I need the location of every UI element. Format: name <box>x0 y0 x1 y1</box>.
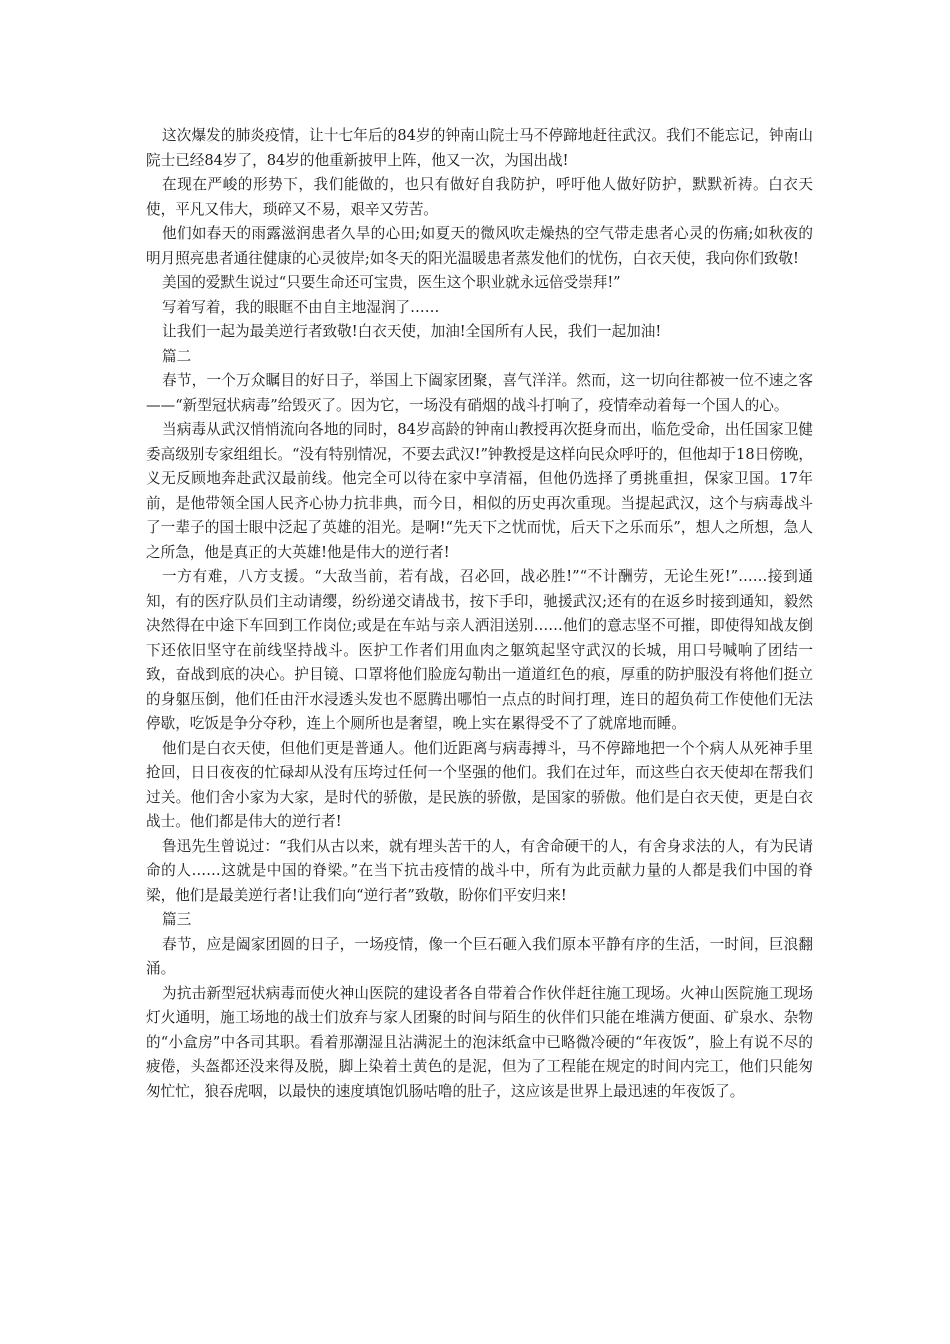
paragraph-8: 当病毒从武汉悄悄流向各地的同时，84岁高龄的钟南山教授再次挺身而出，临危受命，出任国家卫健委高级别专家组组长。“没有特别情况，不要去武汉!”钟教授是这样向民众呼吁的，但他却于18日傍晚，义无反顾地奔赴武汉最前线。他完全可以待在家中享清福，但他仍选择了勇挑重担，保家卫国。17年前，是他带领全国人民齐心协力抗非典，而今日，相似的历史再次重现。当提起武汉，这个与病毒战斗了一辈子的国士眼中泛起了英雄的泪光。是啊!“先天下之忧而忧，后天下之乐而乐”，想人之所想，急人之所急，他是真正的大英雄!他是伟大的逆行者! <box>146 421 813 561</box>
paragraph-10: 他们是白衣天使，但他们更是普通人。他们近距离与病毒搏斗，马不停蹄地把一个个病人从死神手里抢回，日日夜夜的忙碌却从没有压垮过任何一个坚强的他们。我们在过年，而这些白衣天使却在帮我们过关。他们舍小家为大家，是时代的骄傲，是民族的骄傲，是国家的骄傲。他们是白衣天使，更是白衣战士。他们都是伟大的逆行者! <box>146 739 813 830</box>
paragraph-5: 写着写着，我的眼眶不由自主地湿润了…… <box>162 298 440 316</box>
paragraph-7: 春节，一个万众瞩目的好日子，举国上下阖家团聚，喜气洋洋。然而，这一切向往都被一位不速之客——“新型冠状病毒”给毁灭了。因为它，一场没有硝烟的战斗打响了，疫情牵动着每一个国人的心。 <box>146 372 813 414</box>
paragraph-6: 让我们一起为最美逆行者致敬!白衣天使，加油!全国所有人民，我们一起加油! <box>162 323 662 340</box>
paragraph-4: 美国的爱默生说过“只要生命还可宝贵，医生这个职业就永远倍受崇拜!” <box>162 274 621 291</box>
paragraph-12: 春节，应是阖家团圆的日子，一场疫情，像一个巨石砸入我们原本平静有序的生活，一时间，巨浪翻涌。 <box>146 935 813 977</box>
paragraph-2: 在现在严峻的形势下，我们能做的，也只有做好自我防护，呼吁他人做好防护，默默祈祷。白衣天使，平凡又伟大，琐碎又不易，艰辛又劳苦。 <box>146 176 813 218</box>
paragraph-9: 一方有难，八方支援。“大敌当前，若有战，召必回，战必胜!”“不计酬劳，无论生死!”……接到通知，有的医疗队员们主动请缨，纷纷递交请战书，按下手印，驰援武汉;还有的在返乡时接到通知，毅然决然得在中途下车回到工作岗位;或是在车站与亲人洒泪送别……他们的意志坚不可摧，即使得知战友倒下还依旧坚守在前线坚持战斗。医护工作者们用血肉之躯筑起坚守武汉的长城，用口号喊响了团结一致，奋战到底的决心。护目镜、口罩将他们脸庞勾勒出一道道红色的痕，厚重的防护服没有将他们挺立的身躯压倒，他们任由汗水浸透头发也不愿腾出哪怕一点点的时间打理，连日的超负荷工作使他们无法停歇，吃饭是争分夺秒，连上个厕所也是奢望，晚上实在累得受不了了就席地而睡。 <box>146 568 813 732</box>
paragraph-13: 为抗击新型冠状病毒而使火神山医院的建设者各自带着合作伙伴赶往施工现场。火神山医院施工现场灯火通明，施工场地的战士们放弃与家人团聚的时间与陌生的伙伴们只能在堆满方便面、矿泉水、杂物的“小盒房”中各司其职。看着那潮湿且沾满泥土的泡沫纸盒中已略微冷硬的“年夜饭”，脸上有说不尽的疲倦，头盔都还没来得及脱，脚上染着土黄色的是泥，但为了工程能在规定的时间内完工，他们只能匆匆忙忙，狼吞虎咽，以最快的速度填饱饥肠咕噜的肚子，这应该是世界上最迅速的年夜饭了。 <box>146 984 813 1100</box>
paragraph-11: 鲁迅先生曾说过：“我们从古以来，就有埋头苦干的人，有舍命硬干的人，有舍身求法的人，有为民请命的人……这就是中国的脊梁。”在当下抗击疫情的战斗中，所有为此贡献力量的人都是我们中国的脊梁，他们是最美逆行者!让我们向“逆行者”致敬，盼你们平安归来! <box>146 837 813 904</box>
section-heading-3: 篇三 <box>162 911 192 928</box>
document-body <box>146 124 813 1104</box>
section-heading-2: 篇二 <box>162 347 192 365</box>
paragraph-1: 这次爆发的肺炎疫情，让十七年后的84岁的钟南山院士马不停蹄地赶往武汉。我们不能忘记，钟南山院士已经84岁了，84岁的他重新披甲上阵，他又一次，为国出战! <box>146 127 813 169</box>
paragraph-3: 他们如春天的雨露滋润患者久旱的心田;如夏天的微风吹走燥热的空气带走患者心灵的伤痛;如秋夜的明月照亮患者通往健康的心灵彼岸;如冬天的阳光温暖患者蒸发他们的忧伤，白衣天使，我向你们致敬! <box>146 225 813 267</box>
